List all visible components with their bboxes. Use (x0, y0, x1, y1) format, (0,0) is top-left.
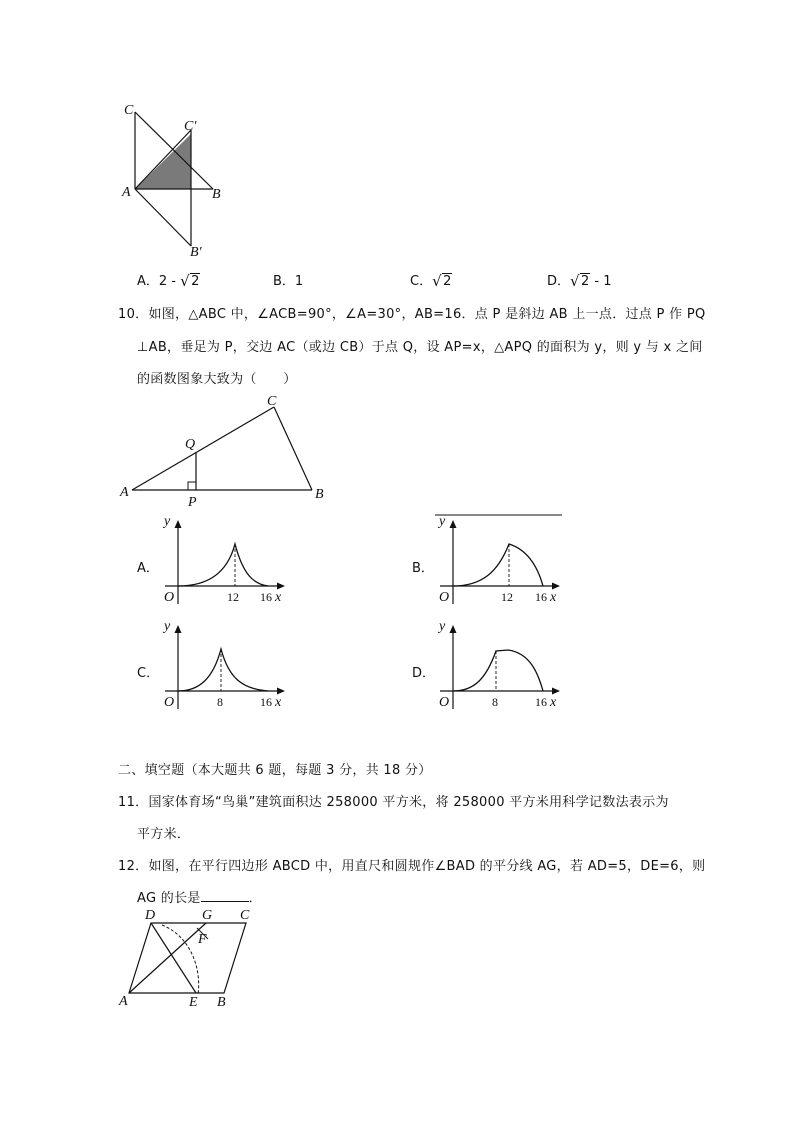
q12-label-b: B (217, 995, 226, 1010)
q12-label-a: A (119, 994, 128, 1009)
q10-label-a: A (120, 485, 129, 500)
q9-option-b[interactable]: B．1 (273, 274, 304, 289)
q9-option-d-suffix: - 1 (590, 274, 612, 289)
q10-option-a-label[interactable]: A． (137, 561, 159, 576)
q10-label-p: P (188, 495, 197, 510)
q12-line-2 (137, 887, 262, 906)
q9-option-a-prefix: A．2 - (137, 274, 181, 289)
q10-option-d-label[interactable]: D． (412, 666, 436, 681)
sqrt-icon: √ 2 (570, 274, 590, 289)
q10-label-b: B (315, 487, 324, 502)
q10-graph-c-y: y (164, 619, 171, 634)
q12-line-2-prefix: AG 的长是 (137, 891, 201, 906)
q9-figure (118, 100, 228, 260)
q9-label-b-prime: B′ (190, 245, 202, 260)
q10-line-3: 的函数图象大致为（ ） (137, 372, 297, 387)
q12-answer-blank[interactable] (201, 889, 249, 902)
q10-graph-a-tick-1: 12 (227, 590, 239, 604)
q10-graph-c (157, 617, 287, 712)
q10-graph-b-origin: O (439, 590, 450, 605)
q11-line-1: 11．国家体育场“鸟巢”建筑面积达 258000 平方米，将 258000 平方米用科学记数法表示为 (118, 795, 669, 810)
q10-label-q: Q (185, 437, 196, 452)
q10-graph-a-origin: O (164, 590, 175, 605)
q10-line-1: 10．如图，△ABC 中，∠ACB=90°，∠A=30°，AB=16．点 P 是斜边 AB 上一点．过点 P 作 PQ (118, 307, 706, 322)
q9-label-a: A (122, 185, 131, 200)
q10-graph-d-y: y (439, 619, 446, 634)
q12-label-d: D (145, 908, 156, 923)
q10-label-c: C (267, 394, 277, 409)
q9-option-c[interactable] (410, 270, 452, 289)
q10-graph-b-x: x (550, 590, 557, 605)
q10-graph-a-tick-2: 16 (260, 590, 272, 604)
q12-line-1: 12．如图，在平行四边形 ABCD 中，用直尺和圆规作∠BAD 的平分线 AG，若 AD=5，DE=6，则 (118, 859, 706, 874)
q9-option-a[interactable] (137, 270, 200, 289)
q12-label-e: E (189, 995, 198, 1010)
q10-graph-d-tick-2: 16 (535, 695, 547, 709)
q10-graph-d (432, 617, 564, 712)
q10-triangle-figure (118, 390, 333, 510)
q10-graph-c-tick-1: 8 (217, 695, 223, 709)
q11-line-2: 平方米． (137, 827, 191, 842)
q10-graph-b (432, 512, 564, 607)
q10-graph-a-x: x (275, 590, 282, 605)
q10-graph-a (157, 512, 287, 607)
q9-label-c-prime: C′ (184, 119, 197, 134)
q9-option-d[interactable] (547, 270, 612, 289)
q12-label-c: C (240, 908, 250, 923)
q10-option-b-label[interactable]: B． (412, 561, 434, 576)
q12-line-2-suffix: ． (248, 891, 262, 906)
q10-graph-c-x: x (275, 695, 282, 710)
q10-graph-d-tick-1: 8 (492, 695, 498, 709)
q10-graph-d-x: x (550, 695, 557, 710)
q10-option-c-label[interactable]: C． (137, 666, 160, 681)
q10-graph-b-y: y (439, 514, 446, 529)
q12-figure (118, 905, 263, 1010)
q9-option-d-prefix: D． (547, 274, 571, 289)
q10-graph-d-origin: O (439, 695, 450, 710)
q12-label-f: F (198, 932, 207, 947)
q10-graph-b-tick-1: 12 (501, 590, 513, 604)
q10-line-2: ⊥AB，垂足为 P，交边 AC（或边 CB）于点 Q，设 AP=x，△APQ 的面积为 y，则 y 与 x 之间 (137, 340, 703, 355)
section-2-heading: 二、填空题（本大题共 6 题，每题 3 分，共 18 分） (118, 763, 432, 778)
q10-graph-c-tick-2: 16 (260, 695, 272, 709)
sqrt-icon: √ 2 (432, 274, 452, 289)
q10-graph-c-origin: O (164, 695, 175, 710)
sqrt-icon: √ 2 (180, 274, 200, 289)
q9-option-c-prefix: C． (410, 274, 433, 289)
q10-graph-a-y: y (164, 514, 171, 529)
q9-label-b: B (212, 187, 221, 202)
q10-graph-b-tick-2: 16 (535, 590, 547, 604)
q12-label-g: G (202, 908, 213, 923)
q9-label-c: C (124, 103, 134, 118)
